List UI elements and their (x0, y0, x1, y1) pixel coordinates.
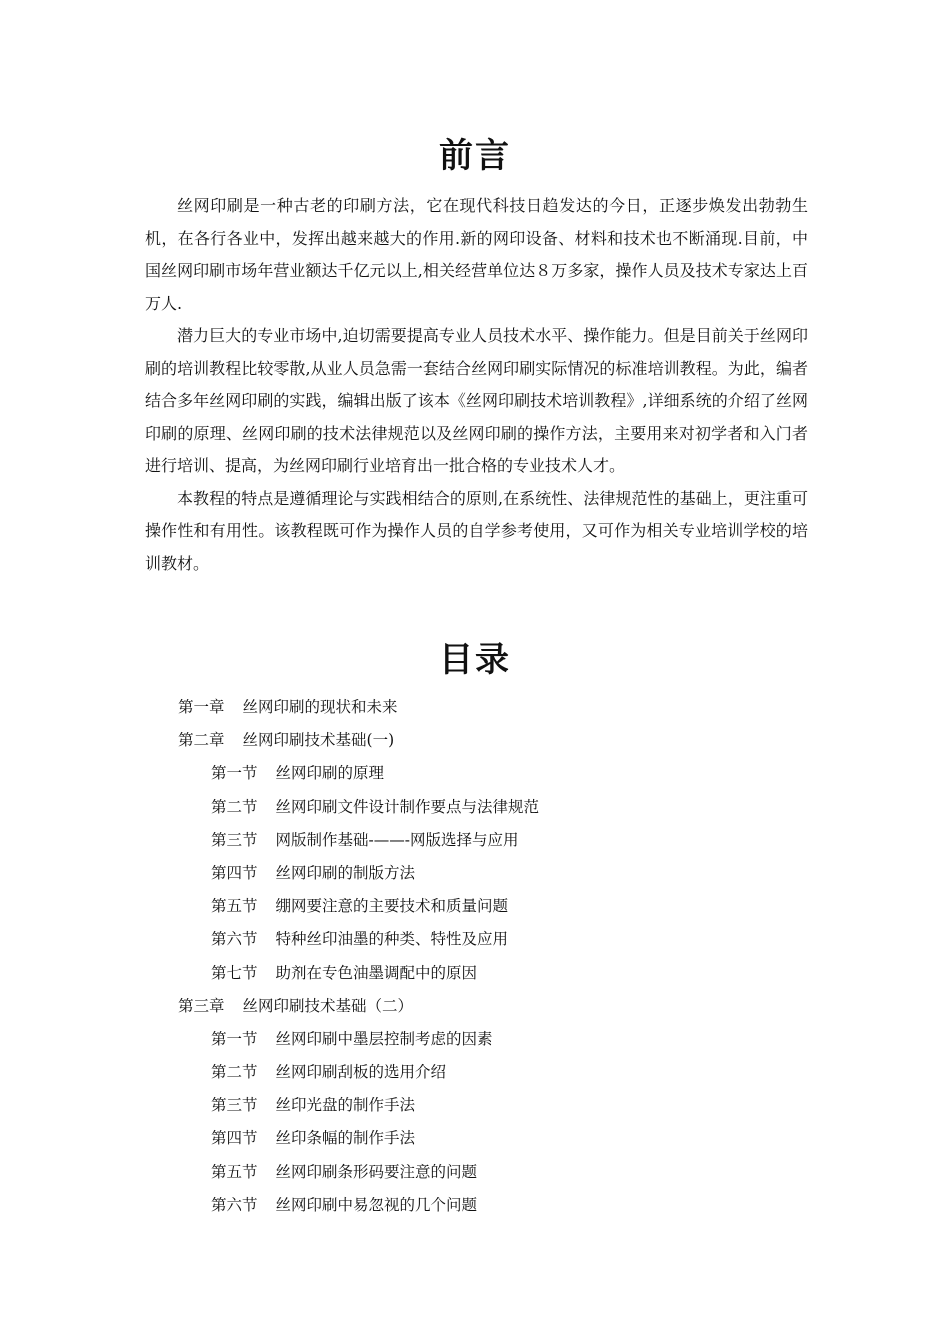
toc-entry-number: 第二章 (178, 731, 225, 750)
toc-entry-number: 第三节 (211, 830, 258, 849)
toc-chapter-2 (0, 726, 950, 759)
toc-entry-title: 丝网印刷技术基础（二） (242, 996, 414, 1015)
toc-entry-number: 第六节 (211, 1195, 258, 1214)
toc-entry-title: 绷网要注意的主要技术和质量问题 (275, 897, 509, 916)
toc-chapter-2-section-4 (0, 859, 950, 892)
toc-chapter-3-section-2 (0, 1058, 950, 1091)
toc-chapter-2-section-2 (0, 793, 950, 826)
toc-entry-title: 丝网印刷刮板的选用介绍 (275, 1063, 447, 1082)
preface-paragraph-2: 潜力巨大的专业市场中,迫切需要提高专业人员技术水平、操作能力。但是目前关于丝网印刷的培训教程比较零散,从业人员急需一套结合丝网印刷实际情况的标准培训教程。为此，编者结合多年丝网印刷的实践，编辑出版了该本《丝网印刷技术培训教程》,详细系统的介绍了丝网印刷的原理、丝网印刷的技术法律规范以及丝网印刷的操作方法，主要用来对初学者和入门者进行培训、提高，为丝网印刷行业培育出一批合格的专业技术人才。 (145, 326, 808, 475)
toc-chapter-3-section-1 (0, 1025, 950, 1058)
toc-entry-title: 丝印光盘的制作手法 (275, 1096, 416, 1115)
toc-entry-title: 丝网印刷中易忽视的几个问题 (275, 1195, 478, 1214)
toc-entry-number: 第三节 (211, 1096, 258, 1115)
preface-paragraph-3: 本教程的特点是遵循理论与实践相结合的原则,在系统性、法律规范性的基础上，更注重可操作性和有用性。该教程既可作为操作人员的自学参考使用，又可作为相关专业培训学校的培训教材。 (145, 488, 808, 573)
toc-chapter-3-section-4 (0, 1124, 950, 1157)
toc-entry-number: 第五节 (211, 1162, 258, 1181)
toc-entry-number: 第一章 (178, 698, 225, 716)
toc-chapter-2-section-3 (0, 826, 950, 859)
toc-entry-number: 第二节 (211, 1063, 258, 1082)
toc-chapter-1 (0, 693, 950, 726)
toc-entry-title: 丝网印刷条形码要注意的问题 (275, 1162, 478, 1181)
toc-entry-number: 第四节 (211, 1129, 258, 1148)
preface-title: 前言 (439, 136, 511, 176)
toc-title: 目录 (439, 640, 511, 680)
toc-entry-number: 第一节 (211, 1029, 258, 1048)
toc-entry-number: 第一节 (211, 764, 258, 783)
toc-chapter-2-section-1 (0, 759, 950, 792)
table-of-contents (0, 693, 950, 1224)
toc-entry-title: 网版制作基础-——-网版选择与应用 (275, 830, 519, 849)
toc-entry-title: 丝网印刷技术基础(一) (242, 731, 395, 750)
toc-entry-number: 第六节 (211, 930, 258, 949)
toc-entry-number: 第四节 (211, 863, 258, 882)
toc-entry-title: 丝网印刷文件设计制作要点与法律规范 (275, 797, 540, 816)
toc-entry-number: 第七节 (211, 963, 258, 982)
toc-entry-title: 丝印条幅的制作手法 (275, 1129, 416, 1148)
toc-chapter-2-section-7 (0, 959, 950, 992)
preface-paragraph-1: 丝网印刷是一种古老的印刷方法，它在现代科技日趋发达的今日，正逐步焕发出勃勃生机，在各行各业中，发挥出越来越大的作用.新的网印设备、材料和技术也不断涌现.目前，中国丝网印刷市场年营业额达千亿元以上,相关经营单位达８万多家，操作人员及技术专家达上百万人. (145, 196, 808, 313)
toc-entry-title: 丝网印刷的原理 (275, 764, 385, 783)
toc-chapter-2-section-6 (0, 925, 950, 958)
toc-entry-number: 第五节 (211, 897, 258, 916)
toc-chapter-3-section-6 (0, 1191, 950, 1224)
toc-entry-number: 第三章 (178, 996, 225, 1015)
toc-entry-title: 丝网印刷中墨层控制考虑的因素 (275, 1029, 493, 1048)
toc-chapter-2-section-5 (0, 892, 950, 925)
toc-chapter-3 (0, 992, 950, 1025)
toc-entry-title: 丝网印刷的制版方法 (275, 863, 416, 882)
toc-entry-number: 第二节 (211, 797, 258, 816)
toc-entry-title: 丝网印刷的现状和未来 (242, 698, 398, 716)
toc-entry-title: 助剂在专色油墨调配中的原因 (275, 963, 478, 982)
preface-body (145, 190, 808, 580)
toc-chapter-3-section-5 (0, 1158, 950, 1191)
toc-entry-title: 特种丝印油墨的种类、特性及应用 (275, 930, 509, 949)
toc-chapter-3-section-3 (0, 1091, 950, 1124)
